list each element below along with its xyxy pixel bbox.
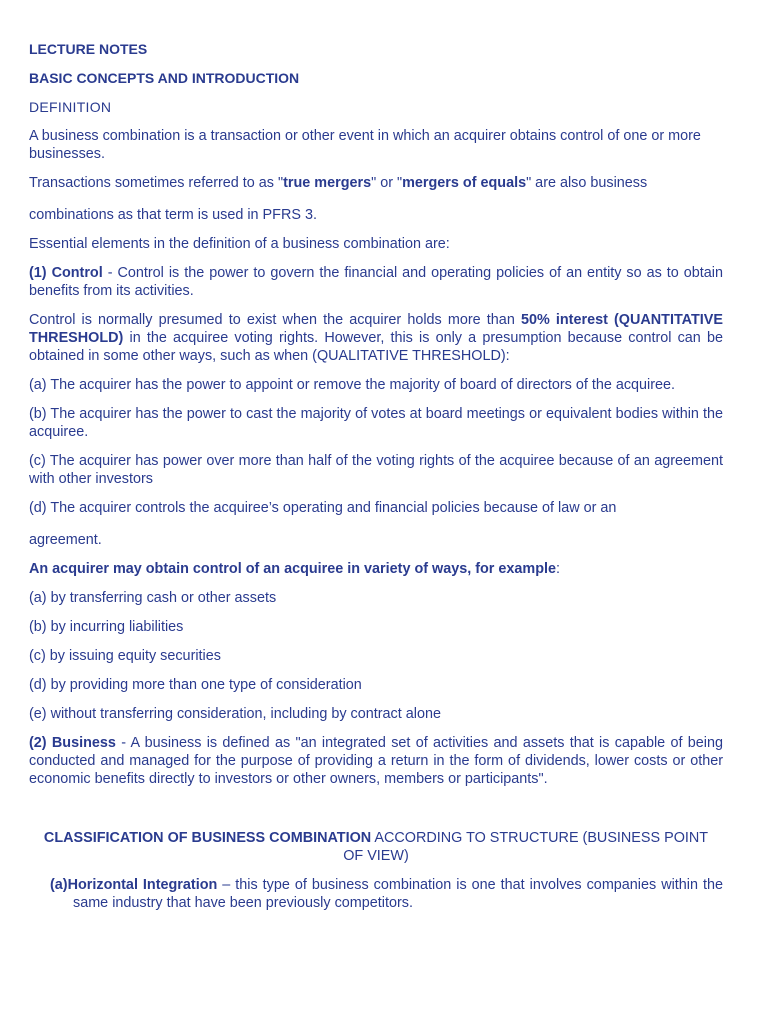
text-segment: Transactions sometimes referred to as " xyxy=(29,175,284,191)
spacer xyxy=(29,799,723,829)
text-segment: " are also business xyxy=(526,175,648,191)
business-label: (2) Business xyxy=(29,735,116,751)
paragraph-true-mergers xyxy=(29,174,723,192)
paragraph-presumption xyxy=(29,311,723,365)
business-text: - A business is defined as "an integrated set of activities and assets that is capable of being conducted and managed for the purpose of providing a return in the form of dividends, lower costs or other economic benefits directly to investors or other owners, members or participants". xyxy=(29,735,723,787)
paragraph-essential-elements: Essential elements in the definition of a business combination are: xyxy=(29,236,450,252)
definition-heading: DEFINITION xyxy=(29,99,112,115)
way-item: (c) by issuing equity securities xyxy=(29,648,221,664)
way-item: (a) by transferring cash or other assets xyxy=(29,590,277,606)
qualitative-item-d: (d) The acquirer controls the acquiree’s operating and financial policies because of law or an xyxy=(29,500,617,516)
qualitative-item-c: (c) The acquirer has power over more than half of the voting rights of the acquiree because of an agreement with other investors xyxy=(29,453,723,487)
control-text: - Control is the power to govern the financial and operating policies of an entity so as to obtain benefits from its activities. xyxy=(29,265,723,299)
classification-bold: CLASSIFICATION OF BUSINESS COMBINATION xyxy=(43,830,372,846)
classification-heading xyxy=(29,829,723,865)
qualitative-item-d-cont: agreement. xyxy=(29,532,102,548)
term-mergers-of-equals: mergers of equals xyxy=(402,175,527,191)
text-segment: Control is normally presumed to exist when the acquirer holds more than xyxy=(29,312,521,328)
paragraph-business xyxy=(29,734,723,788)
qualitative-item-b: (b) The acquirer has the power to cast the majority of votes at board meetings or equivalent bodies within the acquiree. xyxy=(29,406,723,440)
horizontal-integration-label: (a)Horizontal Integration xyxy=(50,877,218,893)
lecture-notes-label: LECTURE NOTES xyxy=(29,41,148,57)
paragraph-pfrs3: combinations as that term is used in PFRS 3. xyxy=(29,207,317,223)
paragraph-business-combination: A business combination is a transaction or other event in which an acquirer obtains control of one or more businesses. xyxy=(29,128,701,162)
horizontal-integration-text: – this type of business combination is one that involves companies within the same industry that have been previously competitors. xyxy=(73,877,723,911)
way-item: (d) by providing more than one type of consideration xyxy=(29,677,362,693)
quantitative-threshold: 50% interest (QUANTITATIVE THRESHOLD) xyxy=(29,312,723,346)
text-segment: " or " xyxy=(371,175,403,191)
page-title: BASIC CONCEPTS AND INTRODUCTION xyxy=(29,70,300,86)
classification-rest: ACCORDING TO STRUCTURE (BUSINESS POINT OF VIEW) xyxy=(343,830,709,864)
text-segment: in the acquiree voting rights. However, this is only a presumption because control can be obtained in some other ways, such as when (QUALITATIVE THRESHOLD): xyxy=(29,330,723,364)
ways-colon: : xyxy=(556,561,561,577)
term-true-mergers: true mergers xyxy=(283,175,372,191)
horizontal-integration-item xyxy=(29,876,723,912)
ways-heading xyxy=(29,560,723,578)
ways-heading-text: An acquirer may obtain control of an acquiree in variety of ways, for example xyxy=(29,561,557,577)
way-item: (e) without transferring consideration, including by contract alone xyxy=(29,706,441,722)
paragraph-control xyxy=(29,264,723,300)
control-label: (1) Control xyxy=(29,265,103,281)
qualitative-item-a: (a) The acquirer has the power to appoint or remove the majority of board of directors of the acquiree. xyxy=(29,377,676,393)
way-item: (b) by incurring liabilities xyxy=(29,619,184,635)
